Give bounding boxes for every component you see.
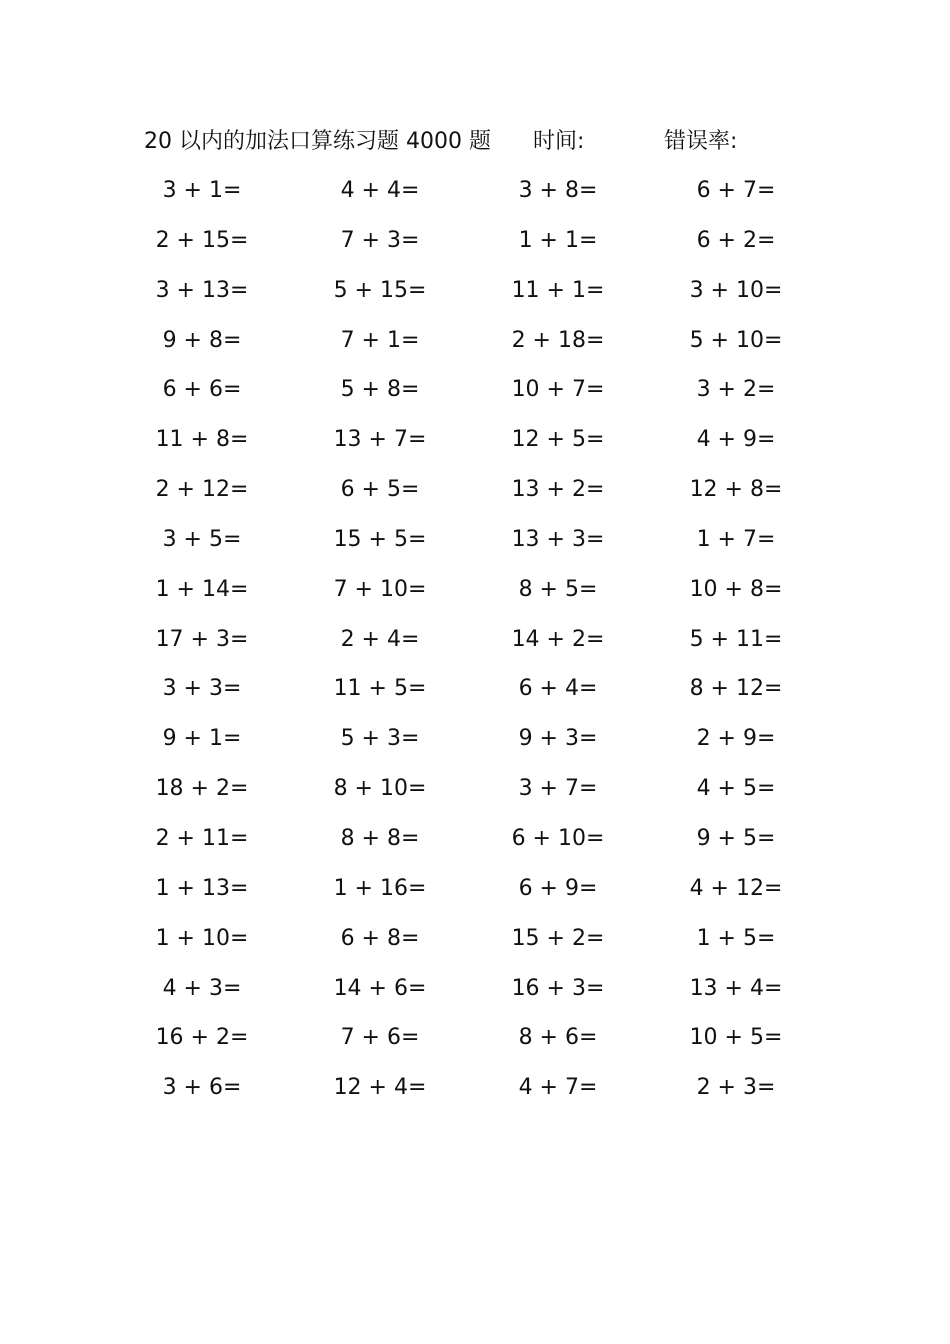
addition-problem: 14 + 6= <box>333 975 427 1001</box>
problem-row <box>0 570 950 620</box>
problem-row <box>0 221 950 271</box>
problem-row <box>0 321 950 371</box>
addition-problem: 12 + 5= <box>511 427 605 453</box>
addition-problem: 13 + 4= <box>689 975 783 1001</box>
problem-row <box>0 370 950 420</box>
problem-row <box>0 420 950 470</box>
addition-problem: 7 + 10= <box>333 576 427 602</box>
addition-problem: 11 + 5= <box>333 676 427 702</box>
addition-problem: 16 + 2= <box>155 1025 249 1051</box>
addition-problem: 2 + 3= <box>696 1075 776 1101</box>
addition-problem: 4 + 12= <box>689 875 783 901</box>
worksheet-title: 20 以内的加法口算练习题 4000 题 <box>144 129 491 154</box>
addition-problem: 14 + 2= <box>511 626 605 652</box>
problem-row <box>0 171 950 221</box>
addition-problem: 7 + 6= <box>340 1025 420 1051</box>
addition-problem: 3 + 6= <box>162 1075 242 1101</box>
addition-problem: 4 + 4= <box>340 178 420 203</box>
addition-problem: 9 + 1= <box>162 726 242 752</box>
addition-problem: 6 + 9= <box>518 875 598 901</box>
problem-row <box>0 669 950 719</box>
addition-problem: 3 + 3= <box>162 676 242 702</box>
addition-problem: 13 + 3= <box>511 526 605 552</box>
addition-problem: 6 + 10= <box>511 825 605 851</box>
addition-problem: 8 + 12= <box>689 676 783 702</box>
problem-row <box>0 819 950 869</box>
addition-problem: 4 + 3= <box>162 975 242 1001</box>
problem-row <box>0 470 950 520</box>
addition-problem: 6 + 5= <box>340 477 420 503</box>
addition-problem: 6 + 8= <box>340 925 420 951</box>
addition-problem: 3 + 1= <box>162 178 242 203</box>
addition-problem: 2 + 15= <box>155 227 249 253</box>
addition-problem: 6 + 6= <box>162 377 242 403</box>
addition-problem: 10 + 7= <box>511 377 605 403</box>
addition-problem: 4 + 5= <box>696 776 776 802</box>
addition-problem: 6 + 4= <box>518 676 598 702</box>
addition-problem: 15 + 2= <box>511 925 605 951</box>
addition-problem: 1 + 10= <box>155 925 249 951</box>
problem-row <box>0 969 950 1019</box>
problem-row <box>0 1018 950 1068</box>
problem-row <box>0 271 950 321</box>
addition-problem: 3 + 8= <box>518 178 598 203</box>
addition-problem: 13 + 2= <box>511 477 605 503</box>
addition-problem: 2 + 4= <box>340 626 420 652</box>
addition-problem: 11 + 1= <box>511 277 605 303</box>
addition-problem: 13 + 7= <box>333 427 427 453</box>
addition-problem: 2 + 11= <box>155 825 249 851</box>
problem-row <box>0 869 950 919</box>
addition-problem: 15 + 5= <box>333 526 427 552</box>
problem-row <box>0 520 950 570</box>
problem-row <box>0 719 950 769</box>
addition-problem: 3 + 7= <box>518 776 598 802</box>
addition-problem: 18 + 2= <box>155 776 249 802</box>
addition-problem: 6 + 2= <box>696 227 776 253</box>
addition-problem: 9 + 5= <box>696 825 776 851</box>
addition-problem: 8 + 6= <box>518 1025 598 1051</box>
problem-row <box>0 1068 950 1118</box>
addition-problem: 5 + 10= <box>689 327 783 353</box>
time-label: 时间: <box>533 129 585 154</box>
addition-problem: 2 + 18= <box>511 327 605 353</box>
problem-row <box>0 620 950 670</box>
addition-problem: 1 + 16= <box>333 875 427 901</box>
addition-problem: 2 + 12= <box>155 477 249 503</box>
problem-row <box>0 919 950 969</box>
addition-problem: 1 + 14= <box>155 576 249 602</box>
addition-problem: 1 + 13= <box>155 875 249 901</box>
addition-problem: 12 + 4= <box>333 1075 427 1101</box>
addition-problem: 10 + 5= <box>689 1025 783 1051</box>
addition-problem: 1 + 1= <box>518 227 598 253</box>
addition-problem: 17 + 3= <box>155 626 249 652</box>
addition-problem: 7 + 1= <box>340 327 420 353</box>
addition-problem: 1 + 5= <box>696 925 776 951</box>
addition-problem: 9 + 3= <box>518 726 598 752</box>
addition-problem: 2 + 9= <box>696 726 776 752</box>
problem-row <box>0 769 950 819</box>
addition-problem: 5 + 15= <box>333 277 427 303</box>
addition-problem: 16 + 3= <box>511 975 605 1001</box>
addition-problem: 8 + 5= <box>518 576 598 602</box>
problem-grid <box>0 171 950 1118</box>
addition-problem: 1 + 7= <box>696 526 776 552</box>
addition-problem: 8 + 10= <box>333 776 427 802</box>
addition-problem: 5 + 3= <box>340 726 420 752</box>
error-rate-label: 错误率: <box>664 129 738 154</box>
worksheet-header <box>0 124 950 160</box>
addition-problem: 3 + 5= <box>162 526 242 552</box>
addition-problem: 3 + 13= <box>155 277 249 303</box>
addition-problem: 5 + 11= <box>689 626 783 652</box>
addition-problem: 10 + 8= <box>689 576 783 602</box>
addition-problem: 6 + 7= <box>696 178 776 203</box>
addition-problem: 3 + 2= <box>696 377 776 403</box>
addition-problem: 9 + 8= <box>162 327 242 353</box>
addition-problem: 4 + 7= <box>518 1075 598 1101</box>
addition-problem: 7 + 3= <box>340 227 420 253</box>
addition-problem: 8 + 8= <box>340 825 420 851</box>
addition-problem: 11 + 8= <box>155 427 249 453</box>
addition-problem: 5 + 8= <box>340 377 420 403</box>
addition-problem: 4 + 9= <box>696 427 776 453</box>
addition-problem: 12 + 8= <box>689 477 783 503</box>
addition-problem: 3 + 10= <box>689 277 783 303</box>
